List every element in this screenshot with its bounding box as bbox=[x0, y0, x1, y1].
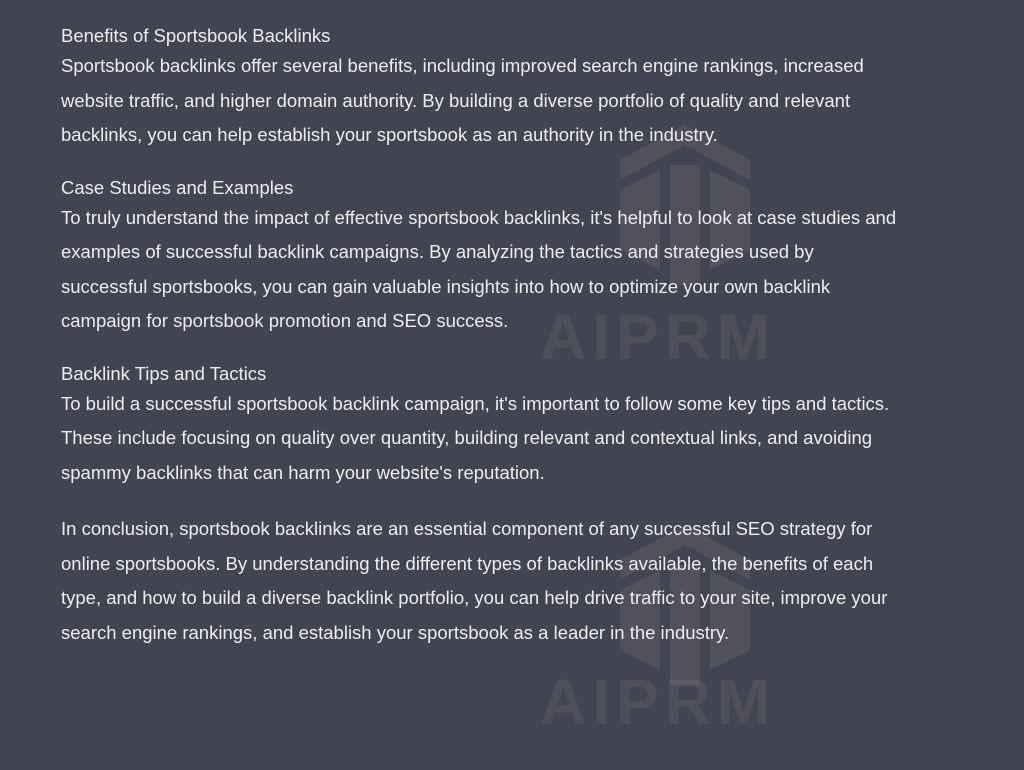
section-tips-tactics bbox=[61, 361, 901, 491]
section-benefits bbox=[61, 23, 901, 153]
section-paragraph: Sportsbook backlinks offer several benefits, including improved search engine rankings, increased website traffic, and higher domain authority. By building a diverse portfolio of quality and relevant backlinks, you can help establish your sportsbook as an authority in the industry. bbox=[61, 55, 864, 145]
section-paragraph: To truly understand the impact of effective sportsbook backlinks, it's helpful to look at case studies and examples of successful backlink campaigns. By analyzing the tactics and strategies used by successful sportsbooks, you can gain valuable insights into how to optimize your own backlink campaign for sportsbook promotion and SEO success. bbox=[61, 206, 897, 331]
article-content bbox=[61, 23, 901, 650]
section-heading: Benefits of Sportsbook Backlinks bbox=[61, 25, 331, 46]
watermark-text: AIPRM bbox=[540, 666, 777, 738]
conclusion-paragraph: In conclusion, sportsbook backlinks are an essential component of any successful SEO strategy for online sportsbooks. By understanding the different types of backlinks available, the benefits of each type, and how to build a diverse backlink portfolio, you can help drive traffic to your site, improve your search engine rankings, and establish your sportsbook as a leader in the industry. bbox=[61, 518, 888, 643]
section-heading: Case Studies and Examples bbox=[61, 176, 294, 198]
section-case-studies bbox=[61, 175, 901, 339]
watermark-text: AIPRM bbox=[540, 301, 777, 373]
section-conclusion bbox=[61, 512, 901, 650]
section-heading: Backlink Tips and Tactics bbox=[61, 362, 267, 384]
section-paragraph: To build a successful sportsbook backlink campaign, it's important to follow some key tips and tactics. These include focusing on quality over quantity, building relevant and contextual links, and avoiding spammy backlinks that can harm your website's reputation. bbox=[61, 392, 890, 483]
